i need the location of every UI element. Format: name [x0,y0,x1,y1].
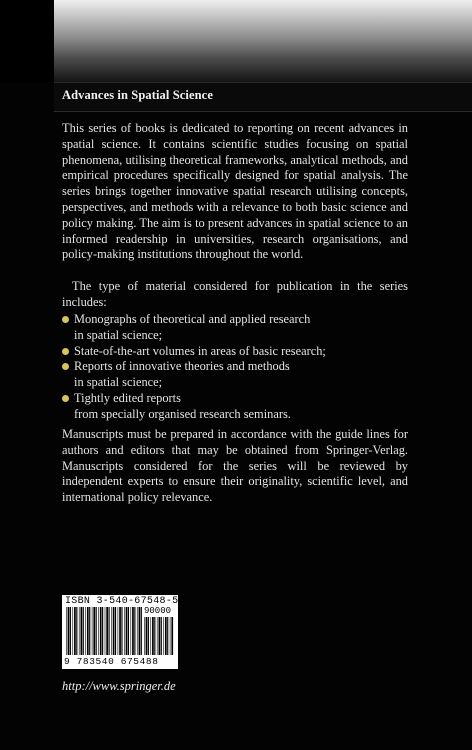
material-intro-paragraph: The type of material considered for publication in the series includes: [62,279,408,309]
barcode-bar [87,607,89,655]
barcode-bar [157,617,158,655]
barcode-bar [131,607,132,655]
barcode-bar [126,607,128,655]
left-black-strip [0,0,54,82]
barcode-bar [85,607,86,655]
barcode-bars [66,607,142,655]
price-code: 90000 [144,606,172,616]
description-paragraph: This series of books is dedicated to reporting on recent advances in spatial science. It contains scientific studies focusing on spatial phenomena, utilising theoretical frameworks, analytical methods, and empirical procedures specifically designed for spatial analysis. The series brings together innovative spatial research utilising concepts, perspectives, and methods with a relevance to both basic science and policy making. The aim is to present advances in spatial science to an informed readership in universities, research organisations, and policy-making institutions throughout the world. [62,121,408,262]
barcode-bar [93,607,95,655]
barcode-bar [150,617,151,655]
barcode-bar [119,607,121,655]
barcode-bar [83,607,84,655]
barcode-bar [74,607,76,655]
list-item-line: in spatial science; [74,327,163,342]
list-item [62,391,408,423]
material-type-list [62,312,408,423]
barcode-bar [106,607,108,655]
list-item-line: Monographs of theoretical and applied research [74,312,311,326]
barcode-bar [144,617,145,655]
barcode-bar [70,607,71,655]
barcode-bar [161,617,162,655]
barcode-bar [113,607,115,655]
barcode-bar [128,607,129,655]
top-gradient-band [0,0,472,82]
list-item-line: Tightly edited reports [74,390,181,405]
list-item [62,359,408,391]
barcode-bar [72,607,73,655]
list-item [62,344,408,360]
publisher-url[interactable]: http://www.springer.de [62,679,176,693]
barcode-bar [68,607,70,655]
barcode-bar [134,607,135,655]
barcode-bar [102,607,103,655]
barcode-bar [98,607,99,655]
barcode-bar [159,617,161,655]
barcode-bar [148,617,149,655]
barcode-bar [79,607,80,655]
barcode-bar [118,607,119,655]
barcode-bar [111,607,112,655]
series-title: Advances in Spatial Science [62,88,213,102]
bullet-dot-icon [62,316,69,323]
list-item-line: from specially organised research seminars. [74,406,291,421]
isbn-number: ISBN 3-540-67548-5 [65,596,179,607]
barcode-addon-bars [144,617,174,655]
list-item-line: Reports of innovative theories and methods [74,359,290,374]
barcode-bar [165,617,167,655]
isbn-barcode [62,595,178,669]
barcode-bar [121,607,122,655]
barcode-bar [167,617,168,655]
bullet-dot-icon [62,395,69,402]
barcode-bar [100,607,102,655]
barcode-bar [132,607,134,655]
manuscript-paragraph: Manuscripts must be prepared in accordance with the guide lines for authors and editors that may be obtained from Springer-Verlag. Manuscripts considered for the series will be reviewed by independent experts to ensure their originality, scientific level, and international policy relevance. [62,427,408,505]
barcode-bar [66,607,67,655]
barcode-bar [96,607,97,655]
barcode-bar [81,607,83,655]
barcode-bar [76,607,77,655]
barcode-bar [109,607,110,655]
barcode-bar [152,617,154,655]
barcode-bar [141,607,142,655]
ean-number: 9 783540 675488 [64,656,159,667]
list-item-line: in spatial science; [74,375,163,390]
barcode-bar [170,617,171,655]
list-item-line: State-of-the-art volumes in areas of basic research; [74,343,326,358]
bullet-dot-icon [62,348,69,355]
barcode-bar [171,617,173,655]
barcode-bar [137,607,138,655]
barcode-bar [105,607,106,655]
barcode-bar [89,607,90,655]
barcode-bar [115,607,116,655]
barcode-bar [146,617,148,655]
barcode-bar [124,607,125,655]
barcode-bar [163,617,164,655]
bullet-dot-icon [62,363,69,370]
barcode-bar [139,607,141,655]
barcode-bar [154,617,155,655]
list-item [62,312,408,344]
barcode-bar [92,607,93,655]
